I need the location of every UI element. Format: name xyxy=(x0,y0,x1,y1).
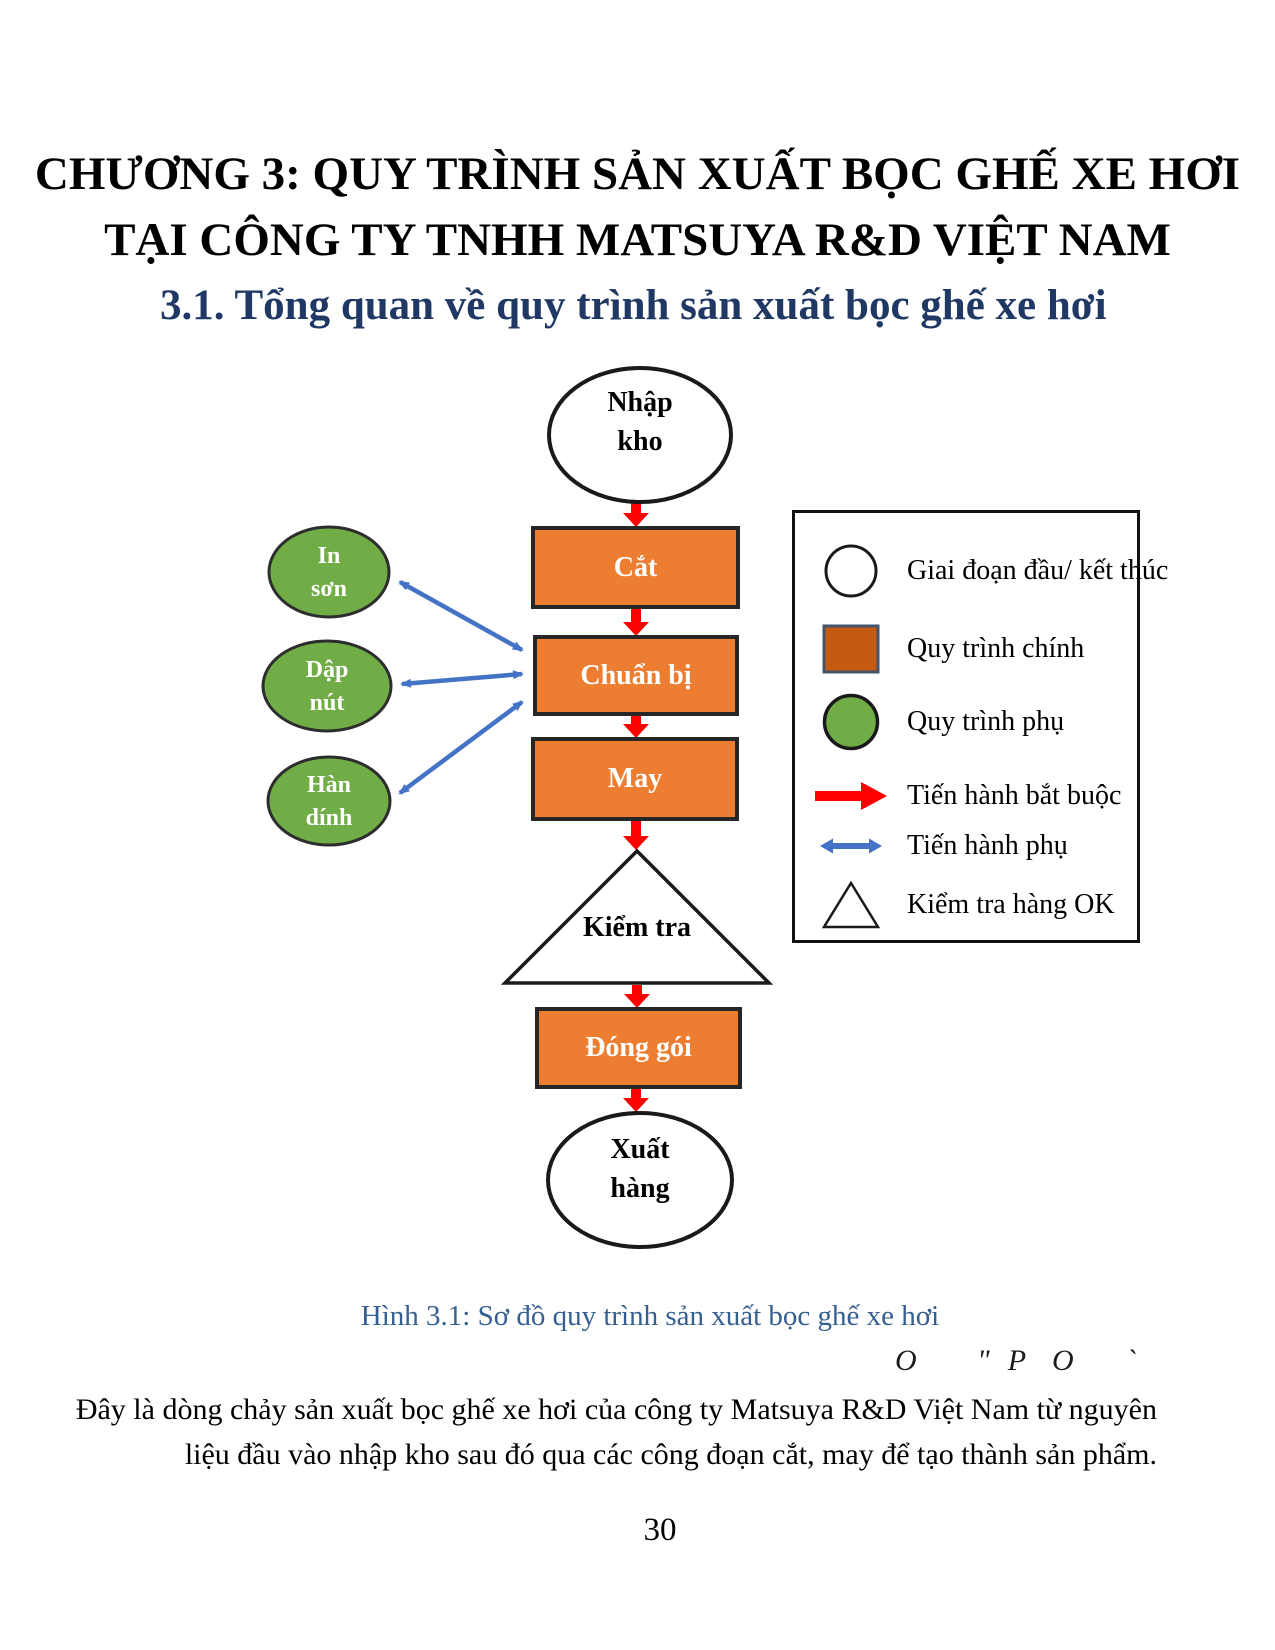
blue-arrow-in-son xyxy=(400,582,522,650)
paragraph-line2: liệu đầu vào nhập kho sau đó qua các công đoạn cắt, may để tạo thành sản phẩm. xyxy=(184,1438,1157,1471)
legend-row-start-end xyxy=(795,543,1169,599)
legend-row-required-arrow xyxy=(795,775,1137,817)
legend-label: Giai đoạn đầu/ kết thúc xyxy=(907,555,1169,586)
required-arrow-icon xyxy=(813,781,889,811)
legend-row-check-triangle xyxy=(795,879,1137,931)
legend-box xyxy=(792,510,1169,943)
cat-label: Cắt xyxy=(613,551,658,583)
xuat-hang-label: Xuất hàng xyxy=(610,1134,670,1204)
legend-label: Tiến hành bắt buộc xyxy=(907,780,1122,811)
red-arrow-4 xyxy=(623,820,649,850)
red-arrow-3 xyxy=(623,715,649,738)
may-label: May xyxy=(607,763,663,794)
red-arrow-5 xyxy=(624,985,650,1008)
page-number: 30 xyxy=(643,1512,677,1548)
dong-goi-label: Đóng gói xyxy=(585,1032,692,1063)
legend-label: Quy trình chính xyxy=(907,633,1085,664)
stray-glyphs: O " P O ` xyxy=(895,1344,1137,1377)
dap-nut-label: Dập nút xyxy=(305,657,349,716)
red-arrow-2 xyxy=(623,609,649,636)
nhap-kho-label: Nhập kho xyxy=(607,387,673,457)
chapter-title-line1: CHƯƠNG 3: QUY TRÌNH SẢN XUẤT BỌC GHẾ XE HƠI xyxy=(34,148,1241,200)
sub-arrow-icon xyxy=(819,835,883,857)
in-son-label: In sơn xyxy=(311,543,347,602)
legend-label: Quy trình phụ xyxy=(907,706,1065,737)
legend-label: Tiến hành phụ xyxy=(907,830,1068,861)
blue-arrow-dap-nut xyxy=(402,674,522,684)
start-end-circle-icon xyxy=(823,543,879,599)
han-dinh-label: Hàn dính xyxy=(305,772,353,831)
check-triangle-icon xyxy=(821,880,881,930)
chapter-title-line2: TẠI CÔNG TY TNHH MATSUYA R&D VIỆT NAM xyxy=(104,214,1171,266)
figure-caption: Hình 3.1: Sơ đồ quy trình sản xuất bọc ghế xe hơi xyxy=(360,1300,940,1332)
section-heading: 3.1. Tổng quan về quy trình sản xuất bọc ghế xe hơi xyxy=(160,282,1107,329)
sub-process-circle-icon xyxy=(821,693,881,751)
kiem-tra-label: Kiểm tra xyxy=(582,912,692,943)
paragraph-line1: Đây là dòng chảy sản xuất bọc ghế xe hơi của công ty Matsuya R&D Việt Nam từ nguyên xyxy=(75,1393,1157,1426)
legend-label: Kiểm tra hàng OK xyxy=(907,889,1115,920)
red-arrow-1 xyxy=(623,502,649,527)
legend-row-main-process xyxy=(795,623,1137,675)
red-arrow-6 xyxy=(623,1089,649,1112)
legend-row-sub-process xyxy=(795,693,1137,751)
chuan-bi-label: Chuẩn bị xyxy=(580,659,692,691)
main-process-square-icon xyxy=(822,624,880,674)
legend-row-sub-arrow xyxy=(795,828,1137,864)
blue-arrow-han-dinh xyxy=(400,702,522,793)
